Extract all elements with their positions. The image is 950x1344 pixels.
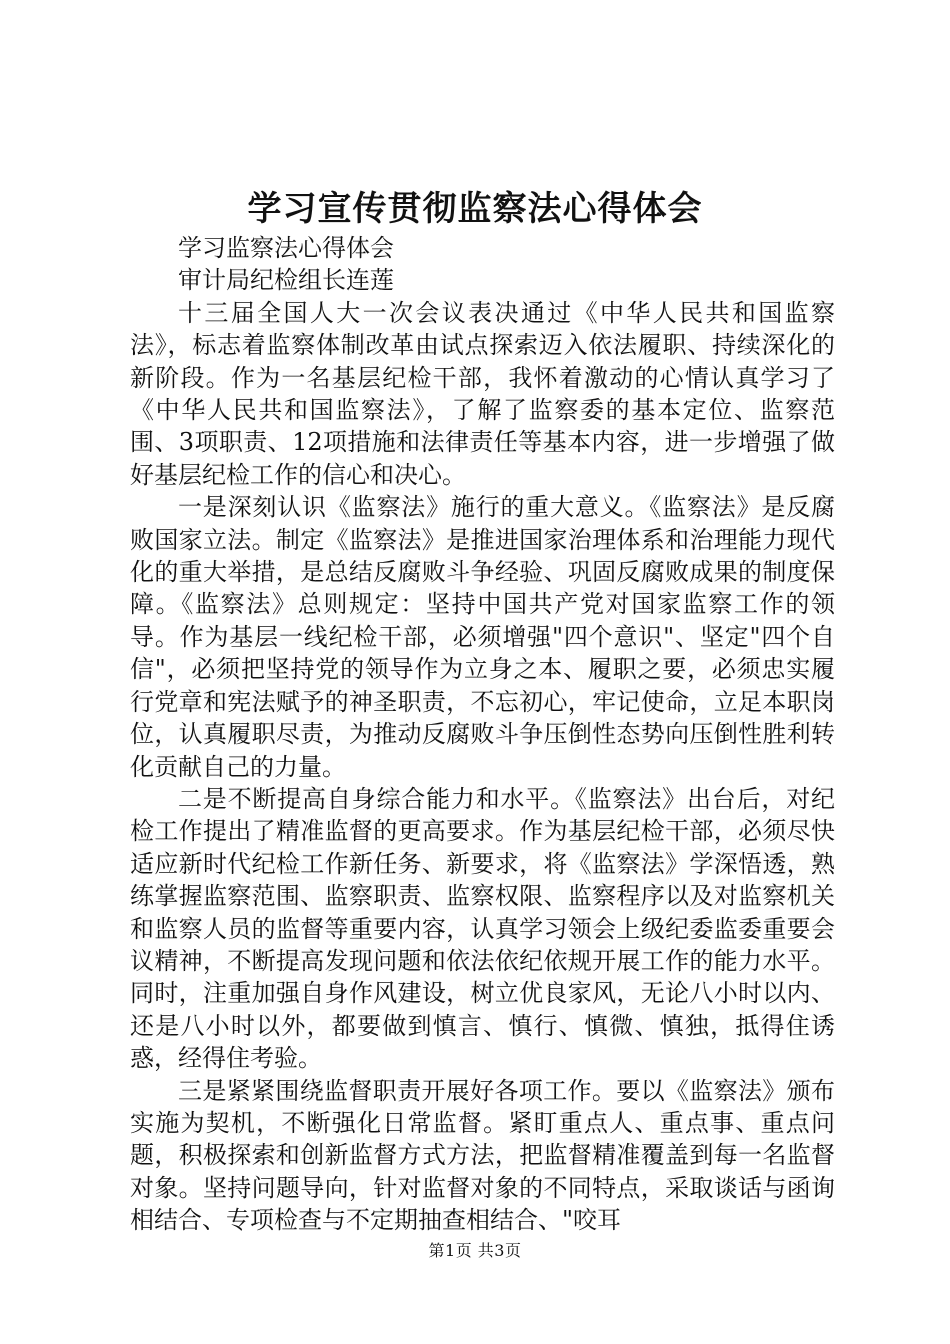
document-title: 学习宣传贯彻监察法心得体会 — [247, 189, 703, 229]
paragraph-point-two: 二是不断提高自身综合能力和水平。《监察法》出台后，对纪检工作提出了精准监督的更高要求。作为基层纪检干部，必须尽快适应新时代纪检工作新任务、新要求，将《监察法》学深悟透，熟练掌握监察范围、监察职责、监察权限、监察程序以及对监察机关和监察人员的监督等重要内容，认真学习领会上级纪委监委重要会议精神，不断提高发现问题和依法依纪依规开展工作的能力水平。同时，注重加强自身作风建设，树立优良家风，无论八小时以内、还是八小时以外，都要做到慎言、慎行、慎微、慎独，抵得住诱惑，经得住考验。 — [130, 784, 835, 1073]
page-footer: 第1页 共3页 — [428, 1241, 522, 1260]
document-author: 审计局纪检组长连莲 — [178, 266, 394, 295]
paragraph-point-three: 三是紧紧围绕监督职责开展好各项工作。要以《监察法》颁布实施为契机，不断强化日常监督。紧盯重点人、重点事、重点问题，积极探索和创新监督方式方法，把监督精准覆盖到每一名监督对象。坚持问题导向，针对监督对象的不同特点，采取谈话与函询相结合、专项检查与不定期抽查相结合、"咬耳 — [130, 1076, 835, 1235]
document-body — [130, 232, 835, 1237]
paragraph-intro: 十三届全国人大一次会议表决通过《中华人民共和国监察法》，标志着监察体制改革由试点探索迈入依法履职、持续深化的新阶段。作为一名基层纪检干部，我怀着激动的心情认真学习了《中华人民共和国监察法》，了解了监察委的基本定位、监察范围、3项职责、12项措施和法律责任等基本内容，进一步增强了做好基层纪检工作的信心和决心。 — [130, 298, 835, 489]
paragraph-point-one: 一是深刻认识《监察法》施行的重大意义。《监察法》是反腐败国家立法。制定《监察法》是推进国家治理体系和治理能力现代化的重大举措，是总结反腐败斗争经验、巩固反腐败成果的制度保障。《监察法》总则规定：坚持中国共产党对国家监察工作的领导。作为基层一线纪检干部，必须增强"四个意识"、坚定"四个自信"，必须把坚持党的领导作为立身之本、履职之要，必须忠实履行党章和宪法赋予的神圣职责，不忘初心，牢记使命，立足本职岗位，认真履职尽责，为推动反腐败斗争压倒性态势向压倒性胜利转化贡献自己的力量。 — [130, 493, 835, 781]
document-subtitle: 学习监察法心得体会 — [178, 234, 394, 262]
